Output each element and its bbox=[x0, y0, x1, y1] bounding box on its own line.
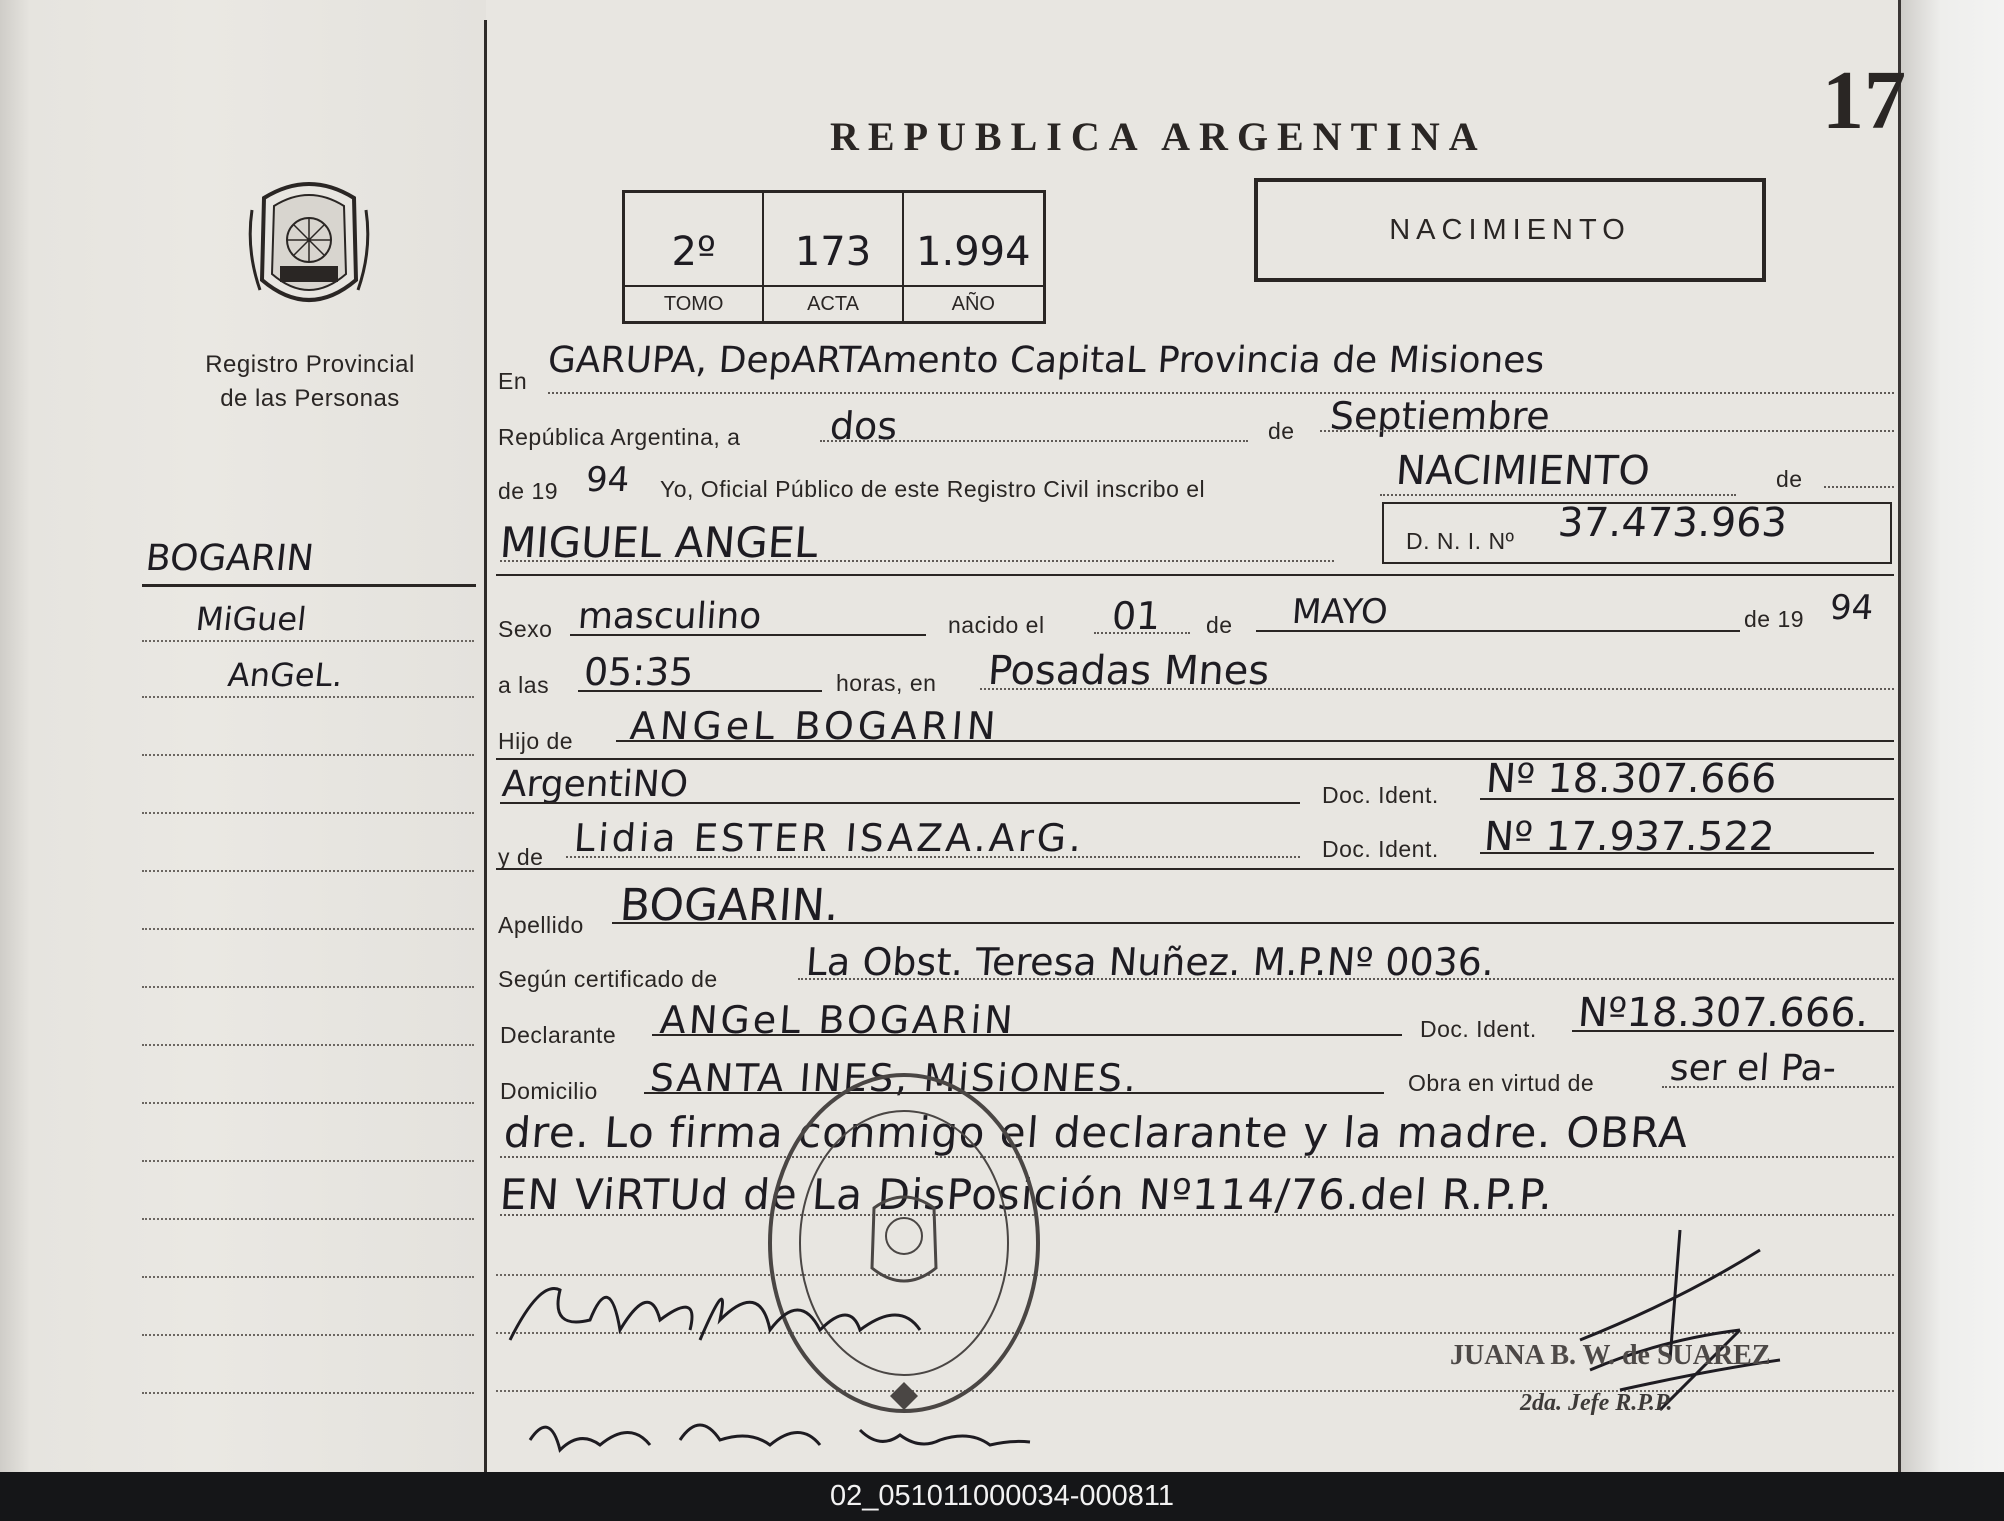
declarante-value: ANGeL BOGARiN bbox=[658, 998, 1018, 1042]
page-divider bbox=[484, 20, 487, 1472]
margin-surname: BOGARIN bbox=[143, 538, 316, 579]
dni-value: 37.473.963 bbox=[1556, 500, 1789, 546]
acta-label: ACTA bbox=[764, 285, 901, 321]
day-value: dos bbox=[828, 404, 899, 448]
y-de-label: y de bbox=[498, 844, 544, 870]
inscribe-line bbox=[1380, 494, 1736, 496]
margin-rule bbox=[142, 584, 476, 587]
lugar-line bbox=[980, 688, 1894, 690]
padre-doc-value: Nº 18.307.666 bbox=[1484, 756, 1779, 802]
obs-line-2 bbox=[500, 1214, 1894, 1216]
declarante-doc-line bbox=[1572, 1030, 1894, 1032]
obra-line bbox=[1662, 1086, 1894, 1088]
inscribe-value: NACIMIENTO bbox=[1394, 448, 1652, 494]
de-label-3: de bbox=[1206, 612, 1233, 638]
certificado-line bbox=[798, 978, 1894, 980]
declarante-label: Declarante bbox=[500, 1022, 617, 1048]
margin-line bbox=[142, 1392, 474, 1394]
margin-first-name: MiGuel bbox=[194, 600, 309, 638]
sexo-label: Sexo bbox=[498, 616, 553, 642]
day-line bbox=[820, 440, 1248, 442]
apellido-value: BOGARIN. bbox=[618, 880, 841, 931]
obra-label: Obra en virtud de bbox=[1408, 1070, 1595, 1096]
a-las-label: a las bbox=[498, 672, 550, 698]
page-margin-outside bbox=[1901, 0, 2004, 1472]
margin-line bbox=[142, 696, 474, 698]
de-line bbox=[1824, 486, 1894, 488]
birth-day-line bbox=[1094, 632, 1190, 634]
hijo-label: Hijo de bbox=[498, 728, 574, 754]
birth-month: MAYO bbox=[1290, 592, 1390, 632]
acta-value: 173 bbox=[794, 229, 872, 275]
madre-doc-value: Nº 17.937.522 bbox=[1482, 814, 1777, 860]
birth-year: 94 bbox=[1828, 588, 1875, 628]
ano-label: AÑO bbox=[904, 285, 1043, 321]
name-line bbox=[500, 560, 1334, 562]
place-line bbox=[548, 392, 1894, 394]
ano-cell bbox=[904, 193, 1043, 321]
month-line bbox=[1320, 430, 1894, 432]
document-title: REPUBLICA ARGENTINA bbox=[830, 114, 1487, 159]
madre-doc-line bbox=[1480, 852, 1874, 854]
official-title: 2da. Jefe R.P.P. bbox=[1520, 1390, 1673, 1416]
hora-value: 05:35 bbox=[582, 650, 696, 694]
obs-line-1 bbox=[500, 1156, 1894, 1158]
margin-line bbox=[142, 928, 474, 930]
acta-table bbox=[622, 190, 1046, 324]
record-type-box: NACIMIENTO bbox=[1254, 178, 1766, 282]
page-number: 17 bbox=[1822, 54, 1906, 147]
apellido-label: Apellido bbox=[498, 912, 584, 938]
document-id: 02_051011000034-000811 bbox=[0, 1472, 2004, 1521]
section-rule bbox=[496, 574, 1894, 576]
madre-signature-icon bbox=[520, 1400, 1040, 1470]
sexo-line bbox=[570, 634, 926, 636]
registry-line1: Registro Provincial bbox=[205, 351, 415, 378]
certificado-value: La Obst. Teresa Nuñez. M.P.Nº 0036. bbox=[804, 940, 1496, 984]
margin-line bbox=[142, 754, 474, 756]
provincial-emblem-icon bbox=[244, 170, 374, 322]
margin-line bbox=[142, 1160, 474, 1162]
margin-second-name: AnGeL. bbox=[226, 656, 345, 694]
de-label-2: de bbox=[1776, 466, 1803, 492]
registry-name bbox=[150, 348, 470, 416]
margin-line bbox=[142, 1044, 474, 1046]
horas-label: horas, en bbox=[836, 670, 937, 696]
margin-line bbox=[142, 1334, 474, 1336]
observation-line-2: EN ViRTUd de La DisPosición Nº114/76.del R.P.P. bbox=[498, 1170, 1555, 1219]
year-prefix: de 19 bbox=[498, 478, 559, 504]
nacido-label: nacido el bbox=[948, 612, 1045, 638]
margin-line bbox=[142, 1218, 474, 1220]
oficial-text: Yo, Oficial Público de este Registro Civil inscribo el bbox=[660, 476, 1206, 502]
declarante-line bbox=[652, 1034, 1402, 1036]
republica-label: República Argentina, a bbox=[498, 424, 741, 450]
tomo-cell bbox=[625, 193, 764, 321]
padre-line bbox=[616, 740, 1894, 742]
official-name: JUANA B. W. de SUAREZ bbox=[1450, 1340, 1771, 1371]
tomo-label: TOMO bbox=[625, 285, 762, 321]
segun-label: Según certificado de bbox=[498, 966, 718, 992]
year-value: 94 bbox=[584, 460, 631, 500]
doc-label: Doc. Ident. bbox=[1322, 782, 1439, 808]
margin-line bbox=[142, 812, 474, 814]
declarante-signature-icon bbox=[500, 1260, 960, 1370]
hora-line bbox=[578, 690, 822, 692]
observation-line-1: dre. Lo firma conmigo el declarante y la madre. OBRA bbox=[502, 1108, 1691, 1157]
doc-label-2: Doc. Ident. bbox=[1322, 836, 1439, 862]
tomo-value: 2º bbox=[671, 229, 716, 275]
acta-cell bbox=[764, 193, 903, 321]
lugar-value: Posadas Mnes bbox=[986, 648, 1271, 694]
domicilio-value: SANTA INES, MiSiONES. bbox=[648, 1056, 1140, 1100]
doc-label-3: Doc. Ident. bbox=[1420, 1016, 1537, 1042]
child-name: MIGUEL ANGEL bbox=[498, 518, 820, 567]
obra-value: ser el Pa- bbox=[1668, 1048, 1838, 1089]
padre-value: ANGeL BOGARIN bbox=[628, 704, 1001, 748]
sexo-value: masculino bbox=[576, 596, 763, 637]
madre-line bbox=[566, 856, 1300, 858]
padre-doc-line bbox=[1480, 798, 1894, 800]
section-rule bbox=[496, 868, 1894, 870]
de-label: de bbox=[1268, 418, 1295, 444]
ano-value: 1.994 bbox=[916, 229, 1031, 275]
padre-nacionalidad: ArgentiNO bbox=[500, 764, 690, 805]
dni-label: D. N. I. Nº bbox=[1406, 528, 1515, 554]
domicilio-label: Domicilio bbox=[500, 1078, 598, 1104]
registry-line2: de las Personas bbox=[220, 385, 400, 412]
declarante-doc-value: Nº18.307.666. bbox=[1576, 990, 1871, 1036]
birth-day: 01 bbox=[1110, 594, 1162, 638]
en-label: En bbox=[498, 368, 528, 394]
margin-line bbox=[142, 870, 474, 872]
birth-month-line bbox=[1256, 630, 1740, 632]
apellido-line bbox=[612, 922, 1894, 924]
padre-nac-line bbox=[500, 802, 1300, 804]
margin-line bbox=[142, 1102, 474, 1104]
place-value: GARUPA, DepARTAmento CapitaL Provincia de Misiones bbox=[546, 340, 1546, 381]
madre-value: Lidia ESTER ISAZA.ArG. bbox=[572, 816, 1086, 860]
left-page bbox=[0, 0, 486, 1472]
margin-line bbox=[142, 640, 474, 642]
birth-year-prefix: de 19 bbox=[1744, 606, 1805, 632]
month-value: Septiembre bbox=[1328, 394, 1552, 438]
margin-line bbox=[142, 986, 474, 988]
margin-line bbox=[142, 1276, 474, 1278]
